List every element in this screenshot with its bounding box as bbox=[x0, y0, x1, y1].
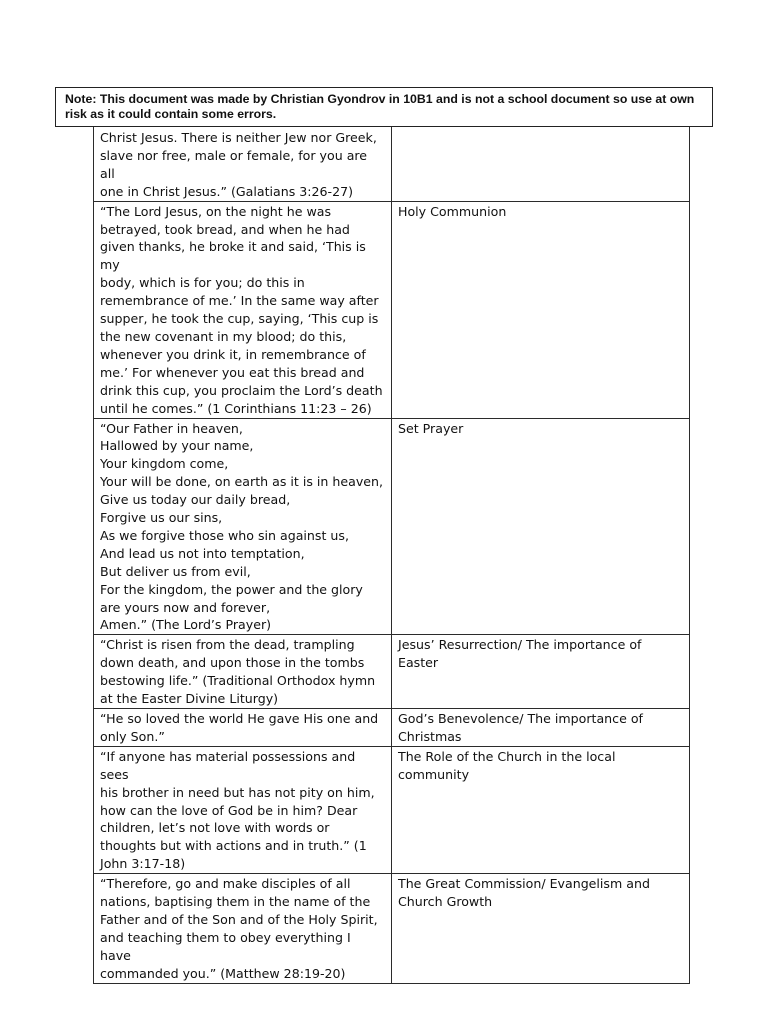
quotes-table bbox=[93, 114, 690, 984]
table-row bbox=[94, 635, 690, 709]
table-row bbox=[94, 418, 690, 635]
topic-cell: The Great Commission/ Evangelism and Church Growth bbox=[392, 874, 690, 983]
table-row bbox=[94, 874, 690, 983]
table-row bbox=[94, 746, 690, 873]
topic-cell: Holy Communion bbox=[392, 201, 690, 418]
topic-cell bbox=[392, 115, 690, 202]
quote-cell: “The Lord Jesus, on the night he was betrayed, took bread, and when he had given thanks, he broke it and said, ‘This is my body, which is for you; do this in remembrance of me.’ In the same way after supper, he took the cup, saying, ‘This cup is the new covenant in my blood; do this, whenever you drink it, in remembrance of me.’ For whenever you eat this bread and drink this cup, you proclaim the Lord’s death until he comes.” (1 Corinthians 11:23 – 26) bbox=[94, 201, 392, 418]
quote-cell: “If anyone has material possessions and sees his brother in need but has not pity on him, how can the love of God be in him? Dear children, let’s not love with words or thoughts but with actions and in truth.” (1 John 3:17-18) bbox=[94, 746, 392, 873]
quote-cell: Christ Jesus. There is neither Jew nor Greek, slave nor free, male or female, for you are all one in Christ Jesus.” (Galatians 3:26-27) bbox=[94, 115, 392, 202]
topic-cell: Set Prayer bbox=[392, 418, 690, 635]
quote-cell: “Our Father in heaven, Hallowed by your name, Your kingdom come, Your will be done, on earth as it is in heaven, Give us today our daily bread, Forgive us our sins, As we forgive those who sin against us, And lead us not into temptation, But deliver us from evil, For the kingdom, the power and the glory are yours now and forever, Amen.” (The Lord’s Prayer) bbox=[94, 418, 392, 635]
quote-cell: “He so loved the world He gave His one and only Son.” bbox=[94, 709, 392, 747]
table-row bbox=[94, 201, 690, 418]
author-note: Note: This document was made by Christian Gyondrov in 10B1 and is not a school document so use at own risk as it could contain some errors. bbox=[55, 87, 713, 127]
quote-cell: “Therefore, go and make disciples of all nations, baptising them in the name of the Father and of the Son and of the Holy Spirit, and teaching them to obey everything I have commanded you.” (Matthew 28:19-20) bbox=[94, 874, 392, 983]
table-row bbox=[94, 709, 690, 747]
quote-cell: “Christ is risen from the dead, trampling down death, and upon those in the tombs bestowing life.” (Traditional Orthodox hymn at the Easter Divine Liturgy) bbox=[94, 635, 392, 709]
topic-cell: Jesus’ Resurrection/ The importance of Easter bbox=[392, 635, 690, 709]
topic-cell: The Role of the Church in the local community bbox=[392, 746, 690, 873]
table-row bbox=[94, 115, 690, 202]
topic-cell: God’s Benevolence/ The importance of Christmas bbox=[392, 709, 690, 747]
